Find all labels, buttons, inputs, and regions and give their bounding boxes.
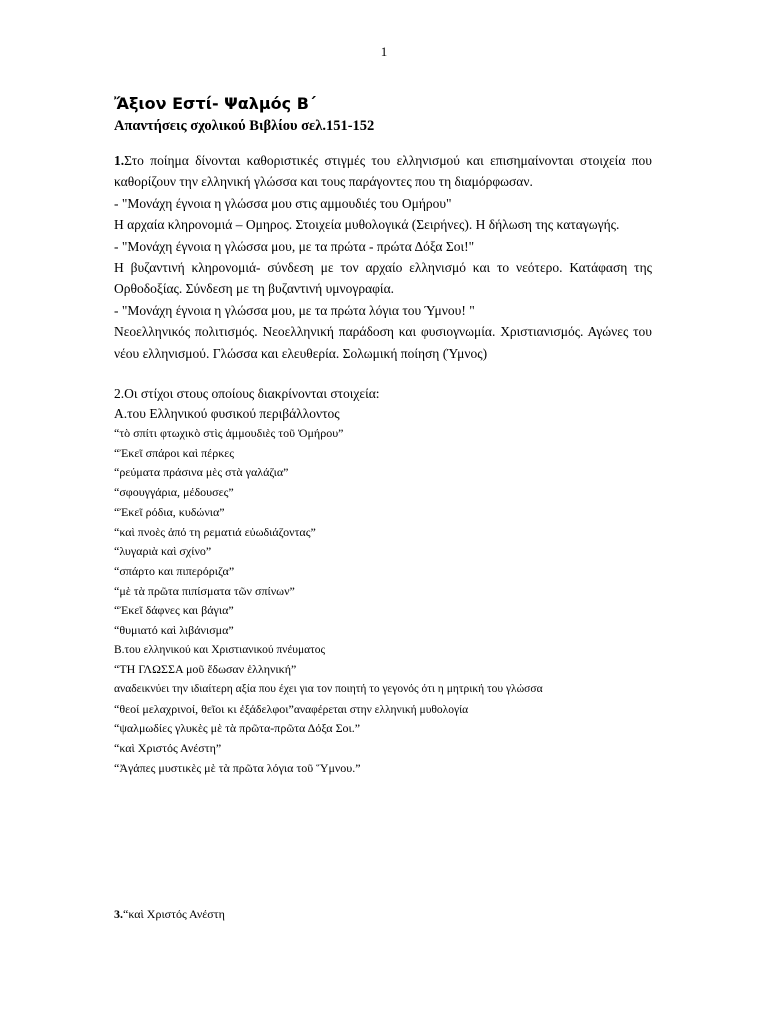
- section-2-heading: 2.Οι στίχοι στους οποίους διακρίνονται στοιχεία:: [114, 386, 380, 402]
- section-2a-quote-list: [114, 424, 652, 641]
- page-subtitle: Απαντήσεις σχολικού Βιβλίου σελ.151-152: [114, 118, 375, 134]
- verse-quote: “Ἀγάπες μυστικὲς μὲ τὰ πρῶτα λόγια τοῦ Ὕμνου.”: [114, 760, 361, 775]
- page-number: 1: [380, 44, 388, 59]
- section-1-number: 1.: [114, 153, 125, 168]
- section-1-text-3: Νεοελληνικός πολιτισμός. Νεοελληνική παράδοση και φυσιογνωμία. Χριστιανισμός. Αγώνες του νέου ελληνισμού. Γλώσσα και ελευθερία. Σολωμική ποίηση (Ύμνος): [114, 324, 652, 361]
- verse-quote: “θεοί μελαχρινοί, θεῖοι κι ἐξάδελφοι”: [114, 701, 294, 716]
- verse-quote: “τὸ σπίτι φτωχικὸ στὶς ἀμμουδιὲς τοῦ Ὁμήρου”: [114, 426, 344, 441]
- verse-quote: “ρεύματα πράσινα μὲς στὰ γαλάζια”: [114, 465, 289, 480]
- verse-quote: “λυγαριὰ καὶ σχίνο”: [114, 544, 212, 559]
- document-body: [114, 92, 652, 778]
- section-2: [114, 384, 652, 778]
- section-2b-heading: Β.του ελληνικού και Χριστιανικού πνέυματος: [114, 643, 326, 656]
- section-1-quote-1: - "Μονάχη έγνοια η γλώσσα μου στις αμμουδιές του Ομήρου": [114, 195, 452, 211]
- section-2a-heading: Α.του Ελληνικού φυσικού περιβάλλοντος: [114, 406, 340, 422]
- commentary-note: αναφέρεται στην ελληνική μυθολογία: [293, 703, 469, 716]
- page-title: Ἄξιον Εστί- Ψαλμός Β΄: [114, 94, 316, 113]
- verse-quote-with-note: [114, 700, 652, 720]
- commentary-note: αναδεικνύει την ιδιαίτερη αξία που έχει για τον ποιητή το γεγονός ότι η μητρική του γλώσσα: [114, 683, 543, 695]
- verse-quote: “καὶ πνοὲς ἀπό τη ρεματιά εὐωδιάζοντας”: [114, 524, 316, 539]
- verse-quote: “Ἐκεῖ δάφνες και βάγια”: [114, 603, 234, 618]
- verse-quote: “Ἐκεῖ ρόδια, κυδώνια”: [114, 504, 225, 519]
- section-1: [114, 150, 652, 364]
- section-3: [114, 907, 225, 922]
- verse-quote: “μὲ τὰ πρῶτα πιπίσματα τῶν σπίνων”: [114, 583, 295, 598]
- section-1-quote-3: - "Μονάχη έγνοια η γλώσσα μου, με τα πρώτα λόγια του Ύμνου! ": [114, 302, 475, 318]
- verse-quote: “θυμιατό καὶ λιβάνισμα”: [114, 622, 234, 637]
- verse-quote: “Ἐκεῖ σπάροι καὶ πέρκες: [114, 445, 235, 460]
- section-1-text-2: Η βυζαντινή κληρονομιά- σύνδεση με τον αρχαίο ελληνισμό και το νεότερο. Κατάφαση της Ορθοδοξίας. Σύνδεση με τη βυζαντινή υμνογραφία.: [114, 260, 652, 297]
- section-1-intro: [114, 150, 652, 193]
- verse-quote: “ψαλμωδίες γλυκὲς μὲ τὰ πρῶτα-πρῶτα Δόξα Σοι.”: [114, 721, 361, 736]
- section-3-number: 3.: [114, 907, 123, 921]
- verse-quote: “σφουγγάρια, μέδουσες”: [114, 485, 234, 500]
- verse-quote: “ΤΗ ΓΛΩΣΣΑ μοῦ ἔδωσαν ἑλληνική”: [114, 662, 297, 677]
- section-1-text-1: Η αρχαία κληρονομιά – Ομηρος. Στοιχεία μυθολογικά (Σειρήνες). Η δήλωση της καταγωγής.: [114, 217, 620, 233]
- verse-quote: “σπάρτο και πιπερόριζα”: [114, 563, 235, 578]
- verse-quote: “καὶ Χριστός Ανέστη”: [114, 741, 222, 756]
- section-1-quote-2: - "Μονάχη έγνοια η γλώσσα μου, με τα πρώτα - πρώτα Δόξα Σοι!": [114, 238, 475, 254]
- section-3-text: “καὶ Χριστός Ανέστη: [123, 907, 225, 921]
- section-1-intro-text: Στο ποίημα δίνονται καθοριστικές στιγμές του ελληνισμού και επισημαίνονται στοιχεία που καθορίζουν την ελληνική γλώσσα και τους παράγοντες που τη διαμόρφωσαν.: [114, 153, 652, 190]
